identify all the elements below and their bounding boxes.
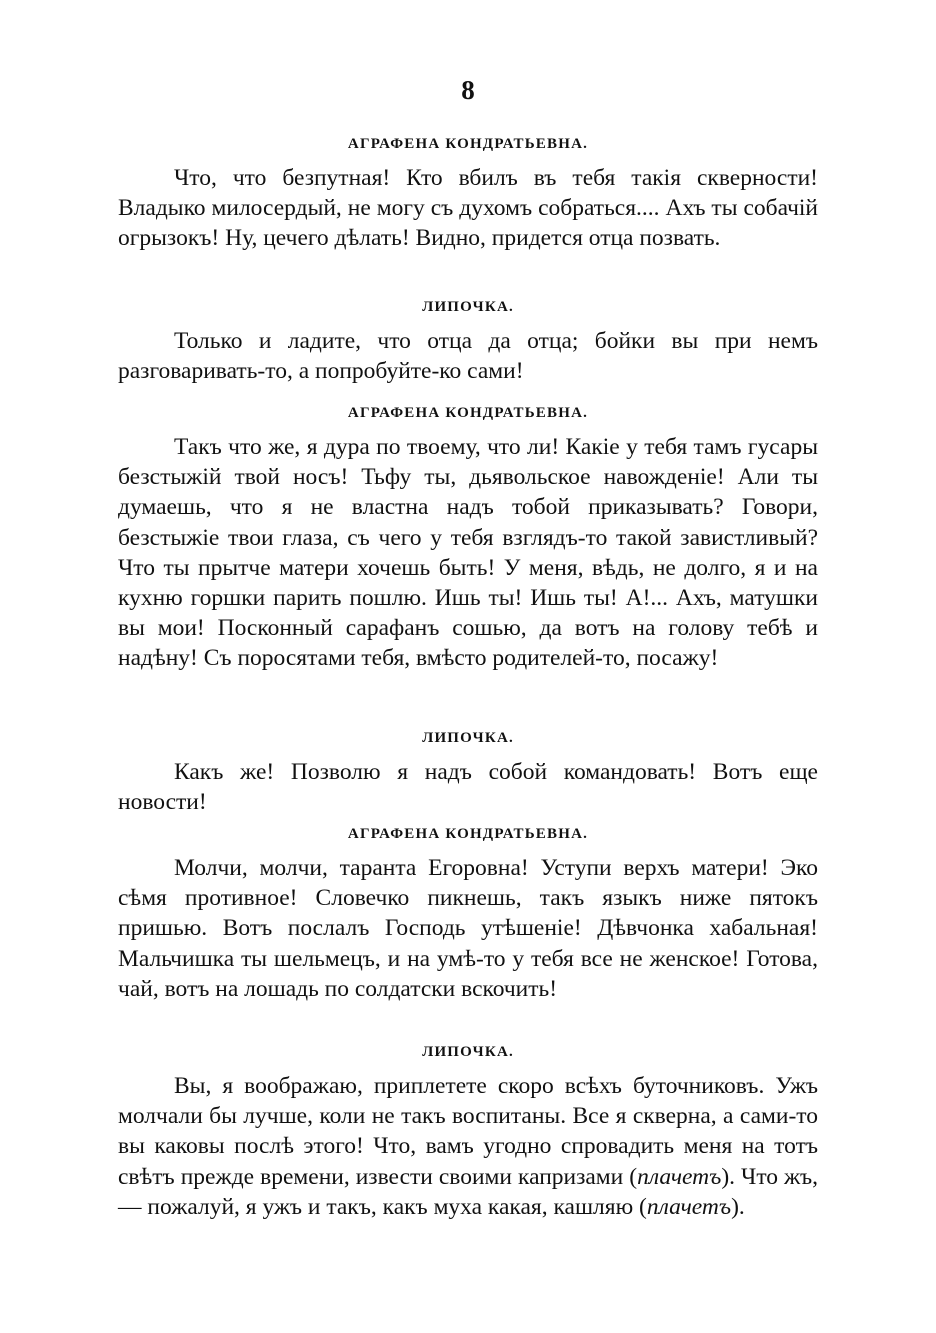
speaker-name: АГРАФЕНА КОНДРАТЬЕВНА. (347, 405, 589, 421)
dialogue-block-6 (118, 1041, 818, 1222)
stage-direction: плачетъ (637, 1163, 722, 1190)
dialogue-block-4 (118, 727, 818, 817)
stage-direction: плачетъ (646, 1193, 732, 1220)
dialogue-block-3 (118, 402, 818, 674)
speaker-name: АГРАФЕНА КОНДРАТЬЕВНА. (347, 136, 589, 152)
speaker-name: АГРАФЕНА КОНДРАТЬЕВНА. (347, 826, 589, 842)
speaker-name: ЛИПОЧКА. (422, 730, 514, 746)
speech-text: Молчи, молчи, таранта Егоровна! Уступи верхъ матери! Эко сѣмя противное! Словечко пикнешь, такъ языкъ ниже пятокъ пришью. Вотъ послалъ Господь утѣшеніе! Дѣвчонка хабальная! Мальчишка ты шельмецъ, и на умѣ-то у тебя все не женское! Готова, чай, вотъ на лошадь по солдатски вскочить! (118, 855, 818, 1002)
speech-text (118, 1071, 818, 1222)
speech-text: Что, что безпутная! Кто вбилъ въ тебя такія скверности! Владыко милосердый, не могу съ духомъ собраться.... Ахъ ты собачій огрызокъ! Ну, цечего дѣлать! Видно, придется отца позвать. (118, 165, 818, 252)
speech-part: ). (731, 1193, 745, 1220)
speaker-name: ЛИПОЧКА. (422, 299, 514, 315)
speech-text: Какъ же! Позволю я надъ собой командовать! Вотъ еще новости! (118, 759, 818, 816)
dialogue-block-1 (118, 133, 818, 254)
speaker-name: ЛИПОЧКА. (422, 1044, 514, 1060)
dialogue-block-5 (118, 823, 818, 1004)
speech-part: Вы, я воображаю, приплетете скоро всѣхъ буточниковъ. Ужъ молчали бы лучше, коли не такъ воспитаны. Все я скверна, а сами-то вы каковы послѣ этого! Что, вамъ угодно спровадить меня на тотъ свѣтъ прежде времени, извести своими капризами ( (118, 1073, 818, 1190)
dialogue-block-2 (118, 296, 818, 386)
speech-part: ). Что жъ, — пожалуй, я ужъ и такъ, какъ муха какая, кашляю ( (118, 1163, 819, 1220)
speech-text: Только и ладите, что отца да отца; бойки вы при немъ разговаривать-то, а попробуйте-ко сами! (118, 328, 818, 385)
page-number: 8 (461, 75, 475, 105)
speech-text: Такъ что же, я дура по твоему, что ли! Какіе у тебя тамъ гусары безстыжій твой носъ! Тьфу ты, дьявольское навожденіе! Али ты думаешь, что я не властна надъ тобой приказывать? Говори, безстыжіе твои глаза, съ чего у тебя взглядъ-то такой завистливый? Что ты прытче матери хочешь быть! У меня, вѣдь, не долго, я и на кухню горшки парить пошлю. Ишь ты! Ишь ты! А!... Ахъ, матушки вы мои! Посконный сарафанъ сошью, да вотъ на голову тебѣ и надѣну! Съ поросятами тебя, вмѣсто родителей-то, посажу! (118, 434, 818, 672)
